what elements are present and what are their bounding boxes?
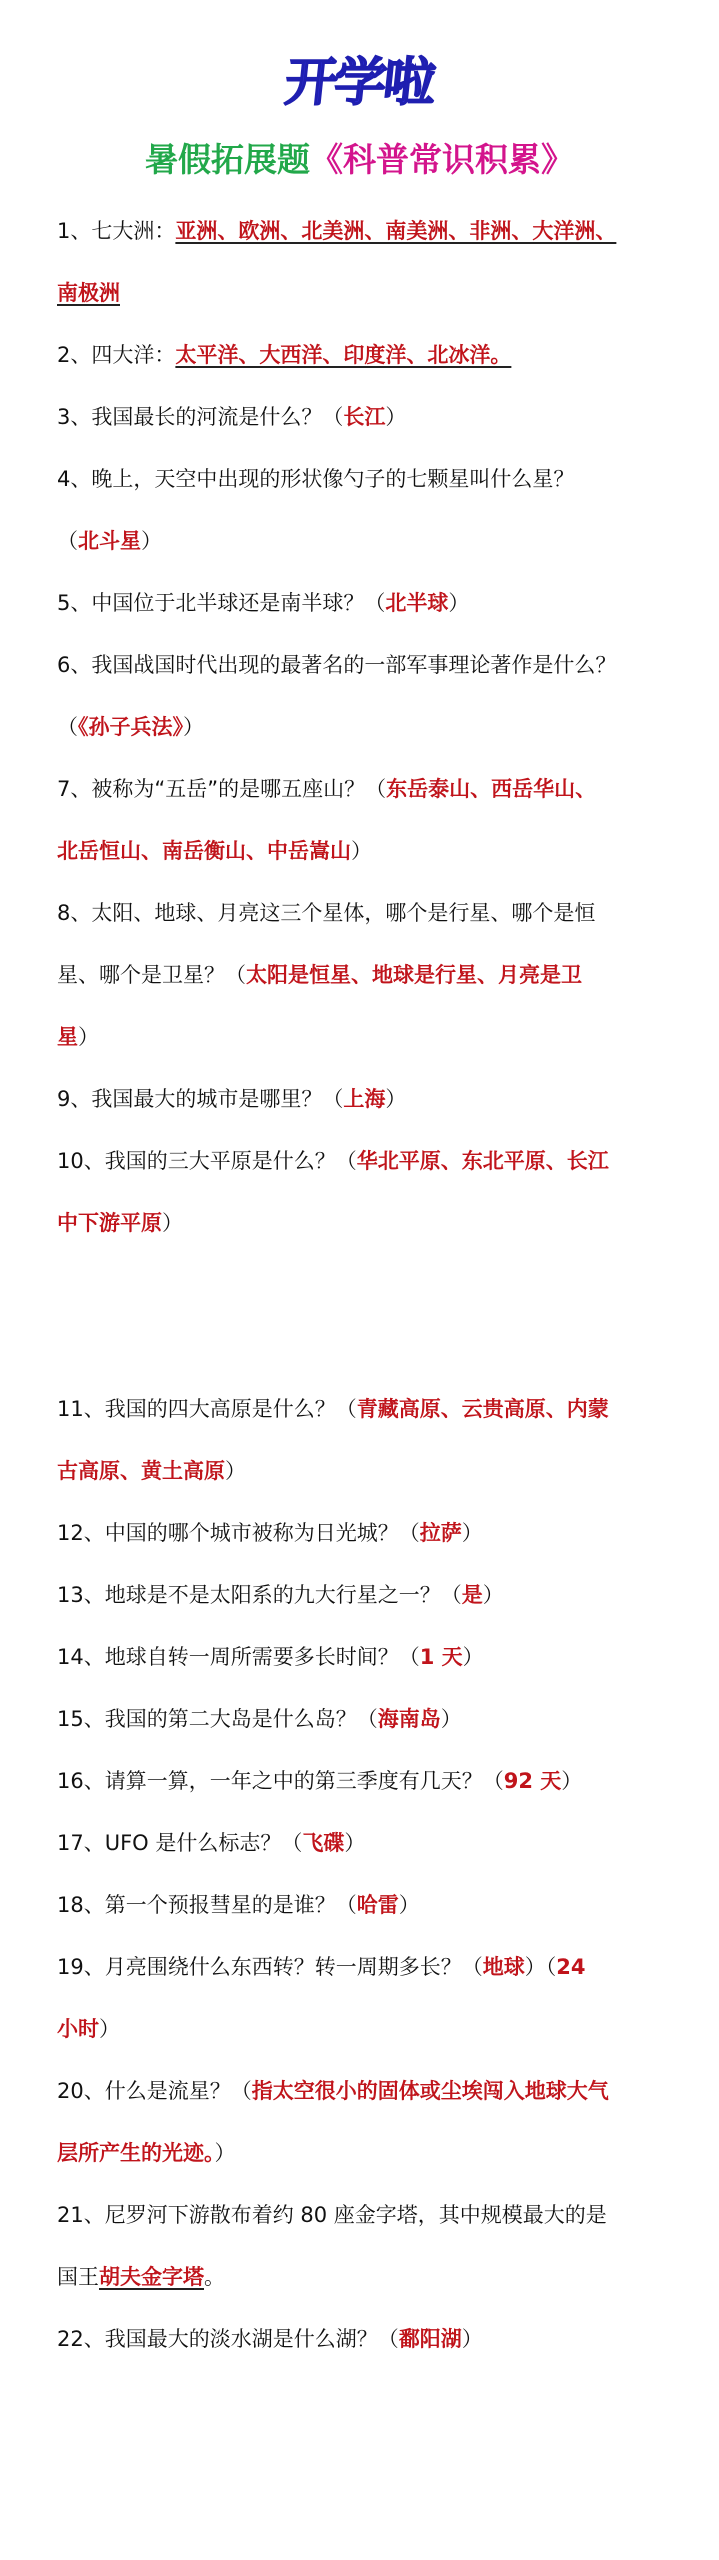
- list-item: [57, 386, 687, 448]
- question-text: 12、中国的哪个城市被称为日光城？（: [57, 1521, 420, 1545]
- answer-text: 华北平原、东北平原、长江: [356, 1149, 609, 1173]
- question-text: ）: [462, 1645, 484, 1669]
- answer-text: 92 天: [503, 1769, 562, 1793]
- answer-text: 拉萨: [419, 1521, 462, 1545]
- question-text: ）: [162, 1211, 183, 1235]
- answer-text: 小时: [57, 2017, 99, 2041]
- list-item: [57, 1874, 687, 1936]
- answer-text: 东岳泰山、西岳华山、: [386, 777, 597, 801]
- answer-text: 北岳恒山、南岳衡山、中岳嵩山: [57, 839, 351, 863]
- answer-text: 《孙子兵法》: [78, 715, 183, 739]
- title-main: 暑假拓展题: [145, 140, 310, 179]
- list-item: [57, 696, 687, 758]
- list-item: [57, 1626, 687, 1688]
- question-text: 16、请算一算，一年之中的第三季度有几天？（: [57, 1769, 504, 1793]
- list-item: [57, 758, 687, 820]
- question-text: ）: [351, 839, 372, 863]
- answer-text: 指太空很小的固体或尘埃闯入地球大气: [251, 2079, 609, 2103]
- list-item: [57, 1688, 687, 1750]
- spacer: [57, 1254, 687, 1378]
- question-text: 5、中国位于北半球还是南半球？（: [57, 591, 386, 615]
- question-text: 3、我国最长的河流是什么？（: [57, 405, 344, 429]
- answer-text: 上海: [343, 1087, 386, 1111]
- list-item: [57, 2308, 687, 2370]
- answer-text: 亚洲、欧洲、北美洲、南美洲、非洲、大洋洲、: [175, 219, 617, 243]
- list-item: [57, 2122, 687, 2184]
- answer-text: 是: [461, 1583, 483, 1607]
- question-text: 7、被称为“五岳”的是哪五座山？（: [57, 777, 387, 801]
- list-item: [57, 1378, 687, 1440]
- question-text: 10、我国的三大平原是什么？（: [57, 1149, 357, 1173]
- question-text: ）: [448, 591, 470, 615]
- question-text: 6、我国战国时代出现的最著名的一部军事理论著作是什么？: [57, 653, 617, 677]
- answer-text: 南极洲: [57, 281, 120, 305]
- list-item: [57, 1998, 687, 2060]
- list-item: [57, 200, 687, 262]
- list-item: [57, 634, 687, 696]
- page-title: [0, 140, 719, 180]
- answer-text: 北斗星: [78, 529, 141, 553]
- question-text: ）: [461, 2327, 483, 2351]
- list-item: [57, 448, 687, 510]
- question-text: ）: [225, 1459, 246, 1483]
- list-item: [57, 324, 687, 386]
- answer-text: 地球: [482, 1955, 525, 1979]
- question-text: ）: [440, 1707, 462, 1731]
- answer-text: 古高原、黄土高原: [57, 1459, 225, 1483]
- answer-text: 海南岛: [377, 1707, 441, 1731]
- question-text: ）: [385, 405, 407, 429]
- list-item: [57, 1440, 687, 1502]
- answer-text: 太平洋、大西洋、印度洋、北冰洋。: [175, 343, 512, 367]
- question-text: ）: [344, 1831, 366, 1855]
- list-item: [57, 1812, 687, 1874]
- question-text: ）: [561, 1769, 583, 1793]
- question-text: 20、什么是流星？（: [57, 2079, 252, 2103]
- question-text: 11、我国的四大高原是什么？（: [57, 1397, 357, 1421]
- list-item: [57, 1750, 687, 1812]
- question-text: 星、哪个是卫星？（: [57, 963, 246, 987]
- question-text: ）（: [524, 1955, 557, 1979]
- answer-text: 层所产生的光迹。: [57, 2141, 215, 2165]
- list-item: [57, 1006, 687, 1068]
- question-text: ）: [99, 2017, 120, 2041]
- question-text: 19、月亮围绕什么东西转？转一周期多长？（: [57, 1955, 483, 1979]
- title-sub: 《科普常识积累》: [310, 140, 574, 179]
- answer-text: 鄱阳湖: [398, 2327, 462, 2351]
- question-text: ）: [78, 1025, 99, 1049]
- list-item: [57, 944, 687, 1006]
- list-item: [57, 2184, 687, 2246]
- question-text: ）: [183, 715, 204, 739]
- question-text: 9、我国最大的城市是哪里？（: [57, 1087, 344, 1111]
- answer-text: 胡夫金字塔: [99, 2265, 204, 2289]
- list-item: [57, 882, 687, 944]
- list-item: [57, 1936, 687, 1998]
- question-text: 13、地球是不是太阳系的九大行星之一？（: [57, 1583, 462, 1607]
- answer-text: 太阳是恒星、地球是行星、月亮是卫: [246, 963, 582, 987]
- answer-text: 哈雷: [356, 1893, 399, 1917]
- logo-title: 开学啦: [282, 53, 436, 113]
- question-text: ）: [214, 2141, 236, 2165]
- question-text: 1、七大洲：: [57, 219, 176, 243]
- list-item: [57, 2060, 687, 2122]
- answer-text: 飞碟: [302, 1831, 345, 1855]
- question-text: 15、我国的第二大岛是什么岛？（: [57, 1707, 378, 1731]
- question-text: 14、地球自转一周所需要多长时间？（: [57, 1645, 420, 1669]
- list-item: [57, 510, 687, 572]
- question-text: 。: [204, 2265, 225, 2289]
- question-text: （: [57, 529, 78, 553]
- list-item: [57, 1502, 687, 1564]
- question-text: 8、太阳、地球、月亮这三个星体，哪个是行星、哪个是恒: [57, 901, 596, 925]
- answer-text: 北半球: [385, 591, 449, 615]
- list-item: [57, 820, 687, 882]
- question-list: [57, 200, 687, 2370]
- list-item: [57, 1068, 687, 1130]
- question-text: （: [57, 715, 78, 739]
- list-item: [57, 1564, 687, 1626]
- list-item: [57, 262, 687, 324]
- answer-text: 青藏高原、云贵高原、内蒙: [356, 1397, 609, 1421]
- question-text: 17、UFO 是什么标志？（: [57, 1831, 303, 1855]
- answer-text: 1 天: [419, 1645, 463, 1669]
- list-item: [57, 1192, 687, 1254]
- question-text: ）: [385, 1087, 407, 1111]
- question-text: 21、尼罗河下游散布着约 80 座金字塔，其中规模最大的是: [57, 2203, 607, 2227]
- question-text: ）: [141, 529, 162, 553]
- question-text: 4、晚上，天空中出现的形状像勺子的七颗星叫什么星？: [57, 467, 575, 491]
- question-text: 18、第一个预报彗星的是谁？（: [57, 1893, 357, 1917]
- question-text: ）: [482, 1583, 504, 1607]
- question-text: ）: [398, 1893, 420, 1917]
- answer-text: 中下游平原: [57, 1211, 162, 1235]
- answer-text: 长江: [343, 405, 386, 429]
- list-item: [57, 1130, 687, 1192]
- question-text: 2、四大洋：: [57, 343, 176, 367]
- list-item: [57, 572, 687, 634]
- question-text: 22、我国最大的淡水湖是什么湖？（: [57, 2327, 399, 2351]
- list-item: [57, 2246, 687, 2308]
- answer-text: 24: [556, 1955, 586, 1979]
- answer-text: 星: [57, 1025, 78, 1049]
- question-text: 国王: [57, 2265, 99, 2289]
- question-text: ）: [461, 1521, 483, 1545]
